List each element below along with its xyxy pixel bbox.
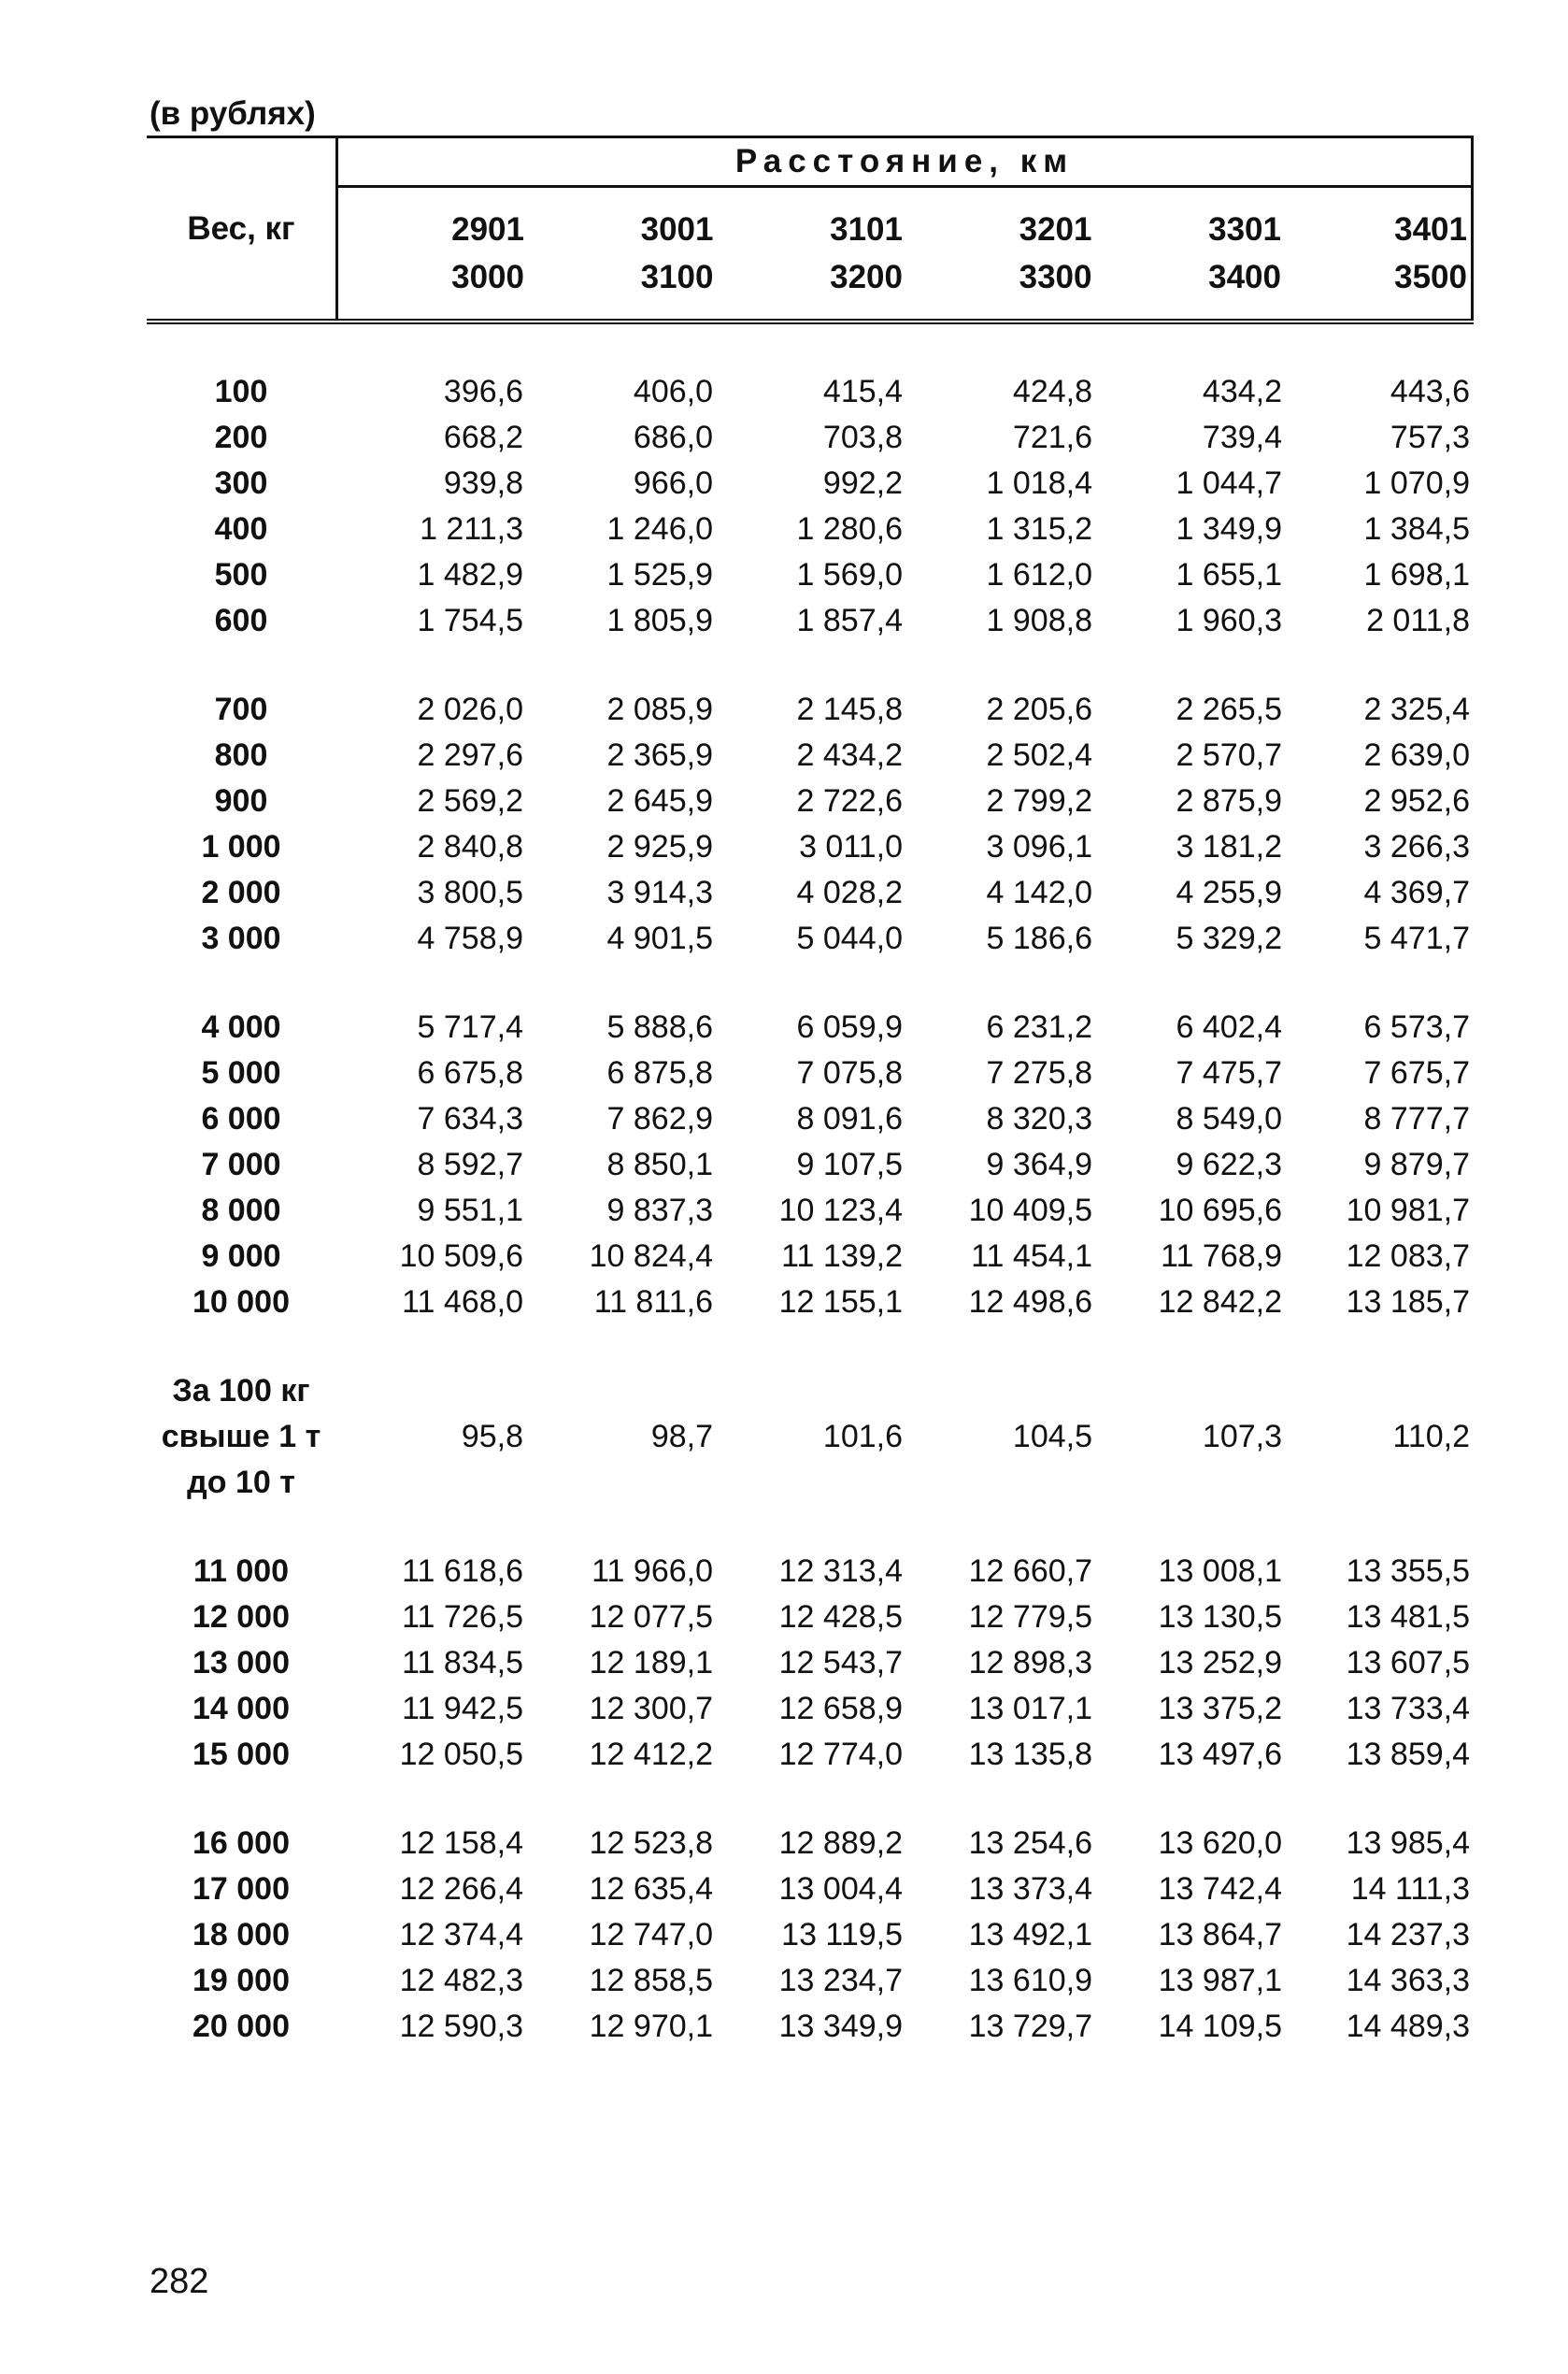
table-cell: 4 901,5 [606,921,713,956]
weight-column-header: Вес, кг [147,137,337,322]
table-cell: 396,6 [443,374,523,409]
table-cell: 1 960,3 [1176,603,1282,638]
row-weight: 11 000 [192,1553,290,1589]
table-cell: 1 070,9 [1363,465,1470,501]
table-cell: 13 620,0 [1158,1825,1282,1861]
table-cell: 13 987,1 [1158,1963,1282,1998]
table-cell: 10 981,7 [1346,1193,1470,1228]
table-cell: 9 837,3 [606,1193,713,1228]
table-cell: 12 374,4 [399,1917,523,1952]
table-cell: 2 265,5 [1176,692,1282,727]
table-cell: 4 758,9 [417,921,523,956]
table-row [147,1821,1474,1866]
table-cell: 12 155,1 [778,1284,903,1320]
table-cell: 1 349,9 [1176,511,1282,547]
table-cell: 1 384,5 [1363,511,1470,547]
row-weight: 8 000 [201,1193,281,1228]
table-cell: 13 185,7 [1346,1284,1470,1320]
table-cell: 5 471,7 [1363,921,1470,956]
row-weight: 16 000 [192,1825,290,1861]
table-cell: 13 373,4 [968,1871,1092,1907]
table-row [147,1188,1474,1234]
group-spacer [147,1506,1474,1549]
table-row [147,1005,1474,1051]
table-cell: 9 622,3 [1176,1147,1282,1182]
table-cell: 13 864,7 [1158,1917,1282,1952]
table-cell: 2 011,8 [1366,603,1470,638]
table-cell: 104,5 [1012,1419,1092,1454]
table-cell: 14 489,3 [1346,2009,1470,2044]
table-cell: 7 475,7 [1176,1055,1282,1091]
table-cell: 12 635,4 [589,1871,713,1907]
table-cell: 11 139,2 [781,1238,903,1274]
table-row [147,1866,1474,1912]
distance-range-header: 3101 3200 [716,187,905,322]
row-weight-label: За 100 кг свыше 1 т до 10 т [161,1373,321,1500]
table-row [147,1051,1474,1096]
table-row [147,916,1474,962]
table-row [147,824,1474,870]
table-cell: 11 454,1 [971,1238,1092,1274]
table-cell: 6 059,9 [796,1009,903,1045]
distance-range-header: 2901 3000 [337,187,527,322]
table-row [147,733,1474,779]
table-cell: 1 525,9 [606,557,713,593]
table-cell: 12 970,1 [589,2009,713,2044]
table-cell: 721,6 [1012,420,1092,455]
group-spacer [147,1778,1474,1821]
tariff-rows [147,369,1474,2050]
table-cell: 12 498,6 [968,1284,1092,1320]
table-cell: 14 109,5 [1158,2009,1282,2044]
row-weight: 400 [214,511,268,547]
table-row [147,687,1474,733]
row-weight: 6 000 [201,1101,281,1137]
table-cell: 1 315,2 [986,511,1092,547]
group-spacer [147,1325,1474,1368]
row-weight: 200 [214,420,268,455]
table-cell: 7 634,3 [417,1101,523,1137]
table-cell: 10 824,4 [589,1238,713,1274]
table-cell: 703,8 [822,420,903,455]
table-cell: 11 942,5 [402,1691,523,1726]
table-cell: 8 592,7 [417,1147,523,1182]
table-cell: 4 369,7 [1363,875,1470,910]
table-cell: 3 266,3 [1363,829,1470,865]
table-cell: 101,6 [822,1419,903,1454]
table-row [147,552,1474,598]
table-cell: 13 729,7 [968,2009,1092,2044]
table-cell: 13 355,5 [1346,1553,1470,1589]
table-cell: 14 111,3 [1350,1871,1470,1907]
table-cell: 2 026,0 [417,692,523,727]
table-cell: 11 834,5 [402,1645,523,1680]
table-cell: 1 805,9 [606,603,713,638]
table-cell: 14 363,3 [1346,1963,1470,1998]
table-cell: 2 085,9 [606,692,713,727]
table-cell: 8 850,1 [606,1147,713,1182]
row-weight: 2 000 [201,875,281,910]
table-cell: 434,2 [1202,374,1282,409]
table-cell: 12 523,8 [589,1825,713,1861]
table-cell: 95,8 [461,1419,523,1454]
row-weight: 7 000 [201,1147,281,1182]
page-number: 282 [150,2262,209,2301]
table-cell: 10 409,5 [968,1193,1092,1228]
table-cell: 12 266,4 [399,1871,523,1907]
table-cell: 966,0 [633,465,713,501]
table-row [147,779,1474,824]
row-weight: 500 [214,557,268,593]
table-cell: 12 779,5 [968,1599,1092,1635]
table-cell: 12 658,9 [778,1691,903,1726]
row-weight: 100 [214,374,268,409]
table-cell: 13 497,6 [1158,1737,1282,1772]
table-cell: 110,2 [1392,1419,1470,1454]
table-cell: 13 375,2 [1158,1691,1282,1726]
table-cell: 107,3 [1202,1419,1282,1454]
table-cell: 13 859,4 [1346,1737,1470,1772]
table-cell: 2 645,9 [606,783,713,819]
group-spacer [147,644,1474,687]
row-weight: 18 000 [192,1917,290,1952]
table-cell: 12 842,2 [1158,1284,1282,1320]
row-weight: 19 000 [192,1963,290,1998]
row-weight: 800 [214,737,268,773]
table-cell: 11 618,6 [402,1553,523,1589]
table-cell: 12 189,1 [589,1645,713,1680]
table-cell: 9 364,9 [986,1147,1092,1182]
row-weight: 17 000 [192,1871,290,1907]
table-cell: 10 123,4 [778,1193,903,1228]
table-cell: 2 297,6 [417,737,523,773]
table-cell: 2 434,2 [796,737,903,773]
table-cell: 2 840,8 [417,829,523,865]
table-cell: 2 365,9 [606,737,713,773]
table-cell: 9 551,1 [417,1193,523,1228]
distance-column-group-header: Расстояние, км [337,137,1473,187]
table-row [147,2004,1474,2050]
table-cell: 7 862,9 [606,1101,713,1137]
table-cell: 5 186,6 [986,921,1092,956]
table-cell: 12 543,7 [778,1645,903,1680]
table-cell: 4 142,0 [986,875,1092,910]
table-row [147,369,1474,415]
table-row [147,1958,1474,2004]
row-weight: 600 [214,603,268,638]
table-row [147,415,1474,461]
distance-range-header: 3401 3500 [1283,187,1473,322]
table-cell: 13 733,4 [1346,1691,1470,1726]
table-row [147,1640,1474,1686]
table-cell: 98,7 [650,1419,713,1454]
table-cell: 2 925,9 [606,829,713,865]
row-weight: 300 [214,465,268,501]
table-cell: 12 083,7 [1346,1238,1470,1274]
table-cell: 12 774,0 [778,1737,903,1772]
table-cell: 12 660,7 [968,1553,1092,1589]
table-row [147,1595,1474,1640]
table-cell: 7 675,7 [1363,1055,1470,1091]
table-row [147,1096,1474,1142]
table-cell: 1 280,6 [796,511,903,547]
table-cell: 6 402,4 [1176,1009,1282,1045]
table-cell: 5 717,4 [417,1009,523,1045]
table-cell: 12 590,3 [399,2009,523,2044]
table-cell: 2 952,6 [1363,783,1470,819]
table-cell: 12 300,7 [589,1691,713,1726]
table-cell: 12 747,0 [589,1917,713,1952]
table-cell: 1 569,0 [796,557,903,593]
table-cell: 14 237,3 [1346,1917,1470,1952]
table-cell: 2 570,7 [1176,737,1282,773]
table-cell: 7 075,8 [796,1055,903,1091]
table-cell: 13 254,6 [968,1825,1092,1861]
distance-range-header: 3201 3300 [905,187,1094,322]
row-weight: 13 000 [192,1645,290,1680]
table-cell: 8 549,0 [1176,1101,1282,1137]
table-cell: 5 044,0 [796,921,903,956]
table-cell: 406,0 [633,374,713,409]
table-row [147,1280,1474,1325]
table-cell: 13 492,1 [968,1917,1092,1952]
table-cell: 11 468,0 [402,1284,523,1320]
row-weight: 700 [214,692,268,727]
table-cell: 3 181,2 [1176,829,1282,865]
row-weight: 20 000 [192,2009,290,2044]
row-weight: 1 000 [201,829,281,865]
table-cell: 13 008,1 [1158,1553,1282,1589]
table-cell: 939,8 [443,465,523,501]
table-row [147,1368,1474,1506]
row-weight: 5 000 [201,1055,281,1091]
row-weight: 15 000 [192,1737,290,1772]
table-cell: 757,3 [1390,420,1470,455]
table-cell: 686,0 [633,420,713,455]
table-row [147,1732,1474,1778]
table-cell: 12 889,2 [778,1825,903,1861]
table-cell: 13 985,4 [1346,1825,1470,1861]
table-cell: 13 252,9 [1158,1645,1282,1680]
table-cell: 2 145,8 [796,692,903,727]
table-cell: 7 275,8 [986,1055,1092,1091]
table-cell: 668,2 [443,420,523,455]
table-cell: 3 800,5 [417,875,523,910]
distance-range-header: 3001 3100 [526,187,716,322]
table-cell: 13 119,5 [781,1917,903,1952]
row-weight: 900 [214,783,268,819]
table-cell: 5 888,6 [606,1009,713,1045]
table-cell: 2 569,2 [417,783,523,819]
table-cell: 9 107,5 [796,1147,903,1182]
table-cell: 12 050,5 [399,1737,523,1772]
row-weight: 14 000 [192,1691,290,1726]
table-cell: 1 018,4 [986,465,1092,501]
table-cell: 992,2 [822,465,903,501]
table-row [147,1912,1474,1958]
table-cell: 11 768,9 [1161,1238,1282,1274]
table-cell: 12 898,3 [968,1645,1092,1680]
row-weight: 3 000 [201,921,281,956]
table-cell: 2 799,2 [986,783,1092,819]
table-cell: 13 481,5 [1346,1599,1470,1635]
table-cell: 13 130,5 [1158,1599,1282,1635]
row-weight: 12 000 [192,1599,290,1635]
table-cell: 739,4 [1202,420,1282,455]
table-cell: 10 509,6 [399,1238,523,1274]
row-weight: 4 000 [201,1009,281,1045]
table-cell: 415,4 [822,374,903,409]
table-row [147,1142,1474,1188]
table-cell: 12 412,2 [589,1737,713,1772]
table-cell: 13 004,4 [778,1871,903,1907]
table-cell: 1 044,7 [1176,465,1282,501]
table-cell: 3 914,3 [606,875,713,910]
table-cell: 3 011,0 [799,829,903,865]
table-cell: 1 211,3 [420,511,523,547]
table-cell: 1 612,0 [986,557,1092,593]
table-cell: 2 502,4 [986,737,1092,773]
table-cell: 8 320,3 [986,1101,1092,1137]
table-row [147,461,1474,507]
table-cell: 2 205,6 [986,692,1092,727]
table-cell: 2 875,9 [1176,783,1282,819]
table-row [147,598,1474,644]
table-cell: 8 777,7 [1363,1101,1470,1137]
table-cell: 12 077,5 [589,1599,713,1635]
table-cell: 1 857,4 [796,603,903,638]
table-cell: 12 428,5 [778,1599,903,1635]
table-row [147,1686,1474,1732]
table-cell: 1 482,9 [417,557,523,593]
table-cell: 2 722,6 [796,783,903,819]
table-cell: 9 879,7 [1363,1147,1470,1182]
table-cell: 1 655,1 [1176,557,1282,593]
table-header [147,136,1474,324]
table-row [147,507,1474,552]
table-cell: 1 246,0 [606,511,713,547]
table-cell: 11 726,5 [402,1599,523,1635]
table-row [147,1549,1474,1595]
table-cell: 13 234,7 [778,1963,903,1998]
table-cell: 443,6 [1390,374,1470,409]
tariff-table-body [147,369,1474,2050]
table-cell: 12 158,4 [399,1825,523,1861]
table-cell: 11 811,6 [593,1284,713,1320]
table-cell: 12 858,5 [589,1963,713,1998]
table-cell: 5 329,2 [1176,921,1282,956]
table-cell: 6 875,8 [606,1055,713,1091]
table-caption: (в рублях) [150,95,316,132]
table-cell: 1 698,1 [1363,557,1470,593]
group-spacer [147,962,1474,1005]
table-cell: 1 754,5 [417,603,523,638]
table-cell: 4 028,2 [796,875,903,910]
table-cell: 1 908,8 [986,603,1092,638]
table-cell: 12 313,4 [778,1553,903,1589]
table-row [147,1234,1474,1280]
table-cell: 4 255,9 [1176,875,1282,910]
table-cell: 13 135,8 [968,1737,1092,1772]
table-cell: 13 607,5 [1346,1645,1470,1680]
table-cell: 13 742,4 [1158,1871,1282,1907]
table-cell: 12 482,3 [399,1963,523,1998]
table-cell: 13 349,9 [778,2009,903,2044]
table-cell: 2 639,0 [1363,737,1470,773]
table-cell: 6 573,7 [1363,1009,1470,1045]
distance-range-header: 3301 3400 [1094,187,1284,322]
row-weight: 10 000 [192,1284,290,1320]
table-cell: 3 096,1 [986,829,1092,865]
table-row [147,870,1474,916]
table-cell: 10 695,6 [1158,1193,1282,1228]
table-cell: 6 675,8 [417,1055,523,1091]
table-cell: 2 325,4 [1363,692,1470,727]
table-cell: 11 966,0 [592,1553,713,1589]
row-weight: 9 000 [201,1238,281,1274]
table-cell: 13 017,1 [968,1691,1092,1726]
table-cell: 8 091,6 [796,1101,903,1137]
table-cell: 424,8 [1012,374,1092,409]
table-cell: 13 610,9 [968,1963,1092,1998]
table-cell: 6 231,2 [986,1009,1092,1045]
